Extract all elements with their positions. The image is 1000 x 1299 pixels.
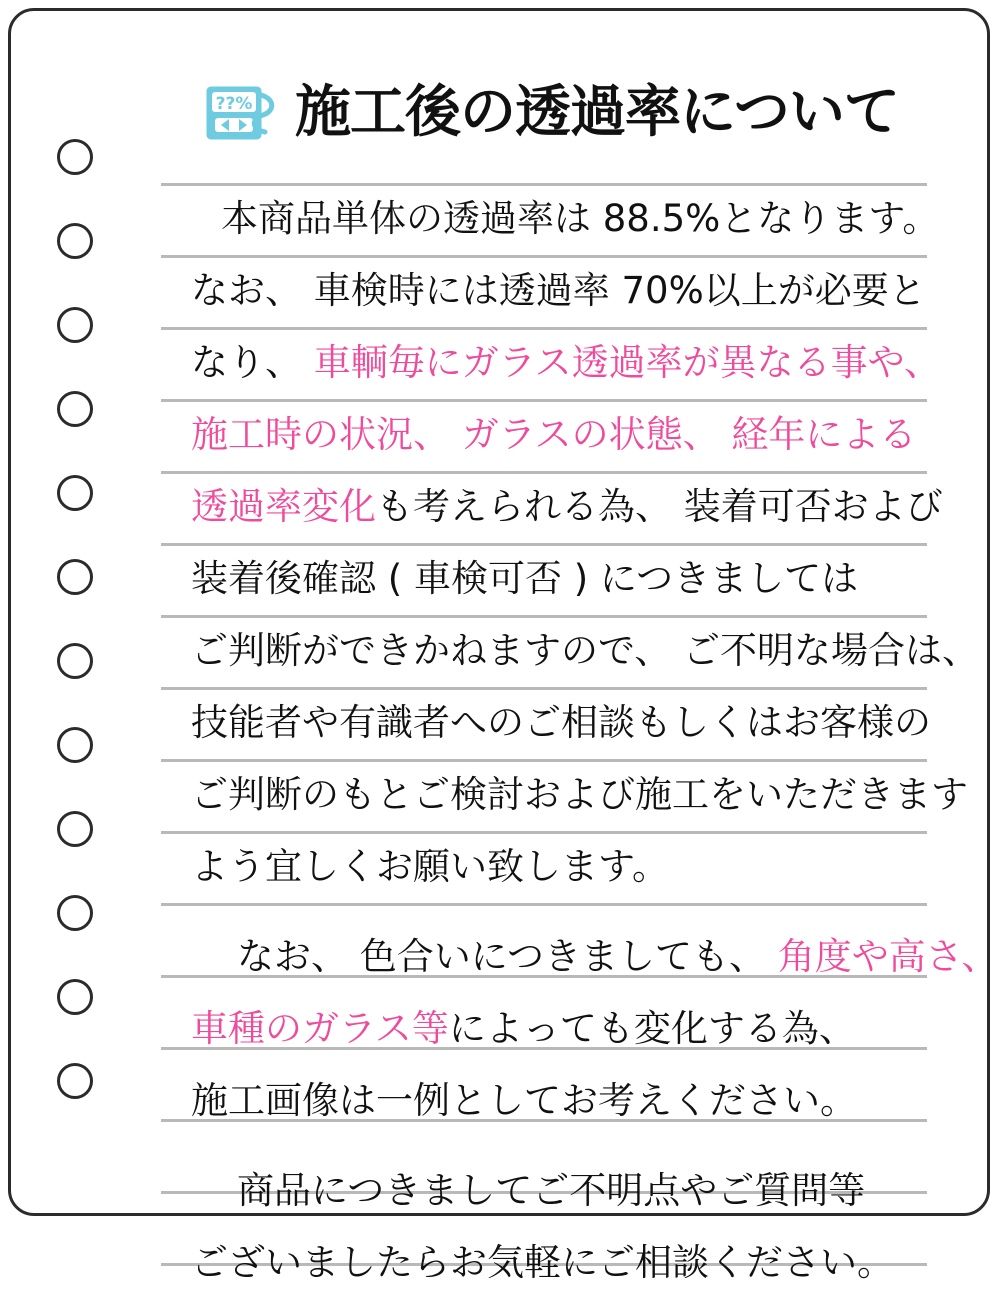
text-line (191, 1227, 947, 1299)
transmittance-meter-icon (201, 71, 285, 155)
text-line (191, 615, 980, 687)
document-body (191, 183, 999, 1299)
text-line (191, 1155, 947, 1227)
highlighted-text: 車輌毎にガラス透過率が異なる事や、 (313, 341, 941, 384)
text-line (191, 399, 947, 471)
plain-text: なお、 色合いにつきましても、 (237, 935, 778, 978)
punch-hole (57, 1063, 93, 1099)
punch-hole (57, 391, 93, 427)
notebook-page (8, 8, 999, 1284)
text-line (191, 993, 947, 1065)
punch-hole (57, 139, 93, 175)
plain-text: ご判断のもとご検討および施工をいただきます (191, 773, 968, 816)
plain-text: ございましたらお気軽にご相談ください。 (191, 1241, 894, 1284)
title-row (201, 71, 899, 155)
plain-text: も考えられる為、 装着可否および (376, 485, 943, 528)
text-line (191, 543, 947, 615)
punch-hole (57, 643, 93, 679)
text-line (191, 831, 947, 903)
plain-text: によっても変化する為、 (448, 1007, 856, 1050)
punch-hole (57, 223, 93, 259)
plain-text: 本商品単体の透過率は 88.5%となります。 (221, 197, 940, 240)
text-line (191, 471, 947, 543)
punch-hole (57, 979, 93, 1015)
highlighted-text: 角度や高さ、 (777, 935, 999, 978)
page-title: 施工後の透過率について (295, 80, 899, 145)
text-line (191, 687, 947, 759)
highlighted-text: 車種のガラス等 (191, 1007, 449, 1050)
plain-text: 施工画像は一例としてお考えください。 (191, 1079, 857, 1122)
plain-text: なり、 (191, 341, 314, 384)
punch-hole (57, 559, 93, 595)
document-content (161, 11, 999, 1284)
plain-text: よう宜しくお願い致します。 (191, 845, 670, 888)
paragraph-gap (191, 1137, 947, 1155)
plain-text: 装着後確認 ( 車検可否 ) につきましては (191, 557, 859, 600)
highlighted-text: 透過率変化 (191, 485, 376, 528)
punch-holes (11, 11, 151, 1213)
text-line (191, 183, 947, 255)
punch-hole (57, 895, 93, 931)
punch-hole (57, 727, 93, 763)
plain-text: なお、 車検時には透過率 70%以上が必要と (191, 269, 926, 312)
punch-hole (57, 475, 93, 511)
highlighted-text: 施工時の状況、 ガラスの状態、 経年による (191, 413, 917, 456)
plain-text: ご判断ができかねますので、 ご不明な場合は、 (191, 629, 980, 672)
punch-hole (57, 811, 93, 847)
paragraph-gap (191, 903, 947, 921)
plain-text: 商品につきましてご不明点やご質問等 (237, 1169, 866, 1212)
text-line (191, 759, 968, 831)
text-line (191, 327, 947, 399)
text-line (191, 1065, 947, 1137)
text-line (191, 921, 999, 993)
punch-hole (57, 307, 93, 343)
text-line (191, 255, 947, 327)
svg-text:??%: ??% (215, 94, 253, 114)
plain-text: 技能者や有識者へのご相談もしくはお客様の (191, 701, 931, 744)
